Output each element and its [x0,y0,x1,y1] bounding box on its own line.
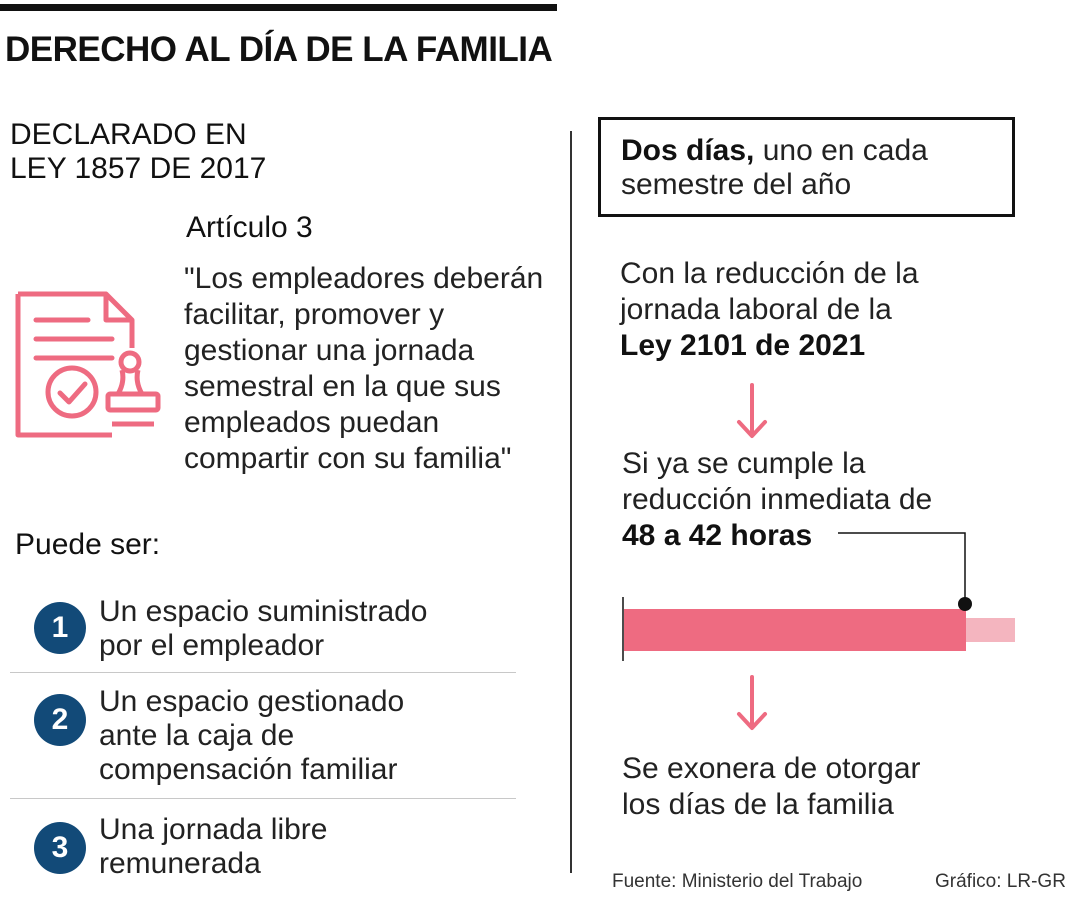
declaration-line-1: DECLARADO EN [10,118,247,151]
condition-line: Si ya se cumple la [622,447,866,480]
document-stamp-icon [14,290,164,440]
item-text [99,595,519,663]
highlight-bold: Dos días, [621,134,755,167]
item-line: ante la caja de [99,719,295,752]
highlight-rest: uno en cada [754,134,928,167]
declaration-line-2: LEY 1857 DE 2017 [10,152,267,185]
arrow-down-icon [735,382,769,440]
divider [10,672,516,673]
callout-leader-line [838,533,965,603]
condition-line: reducción inmediata de [622,483,933,516]
number-badge: 1 [34,602,86,654]
credit-note: Gráfico: LR-GR [935,871,1066,892]
item-text [99,685,519,787]
highlight-line-2: semestre del año [621,168,852,201]
number-badge: 3 [34,822,86,874]
exemption-line: Se exonera de otorgar [622,752,921,785]
reduction-line: Con la reducción de la [620,257,919,290]
list-item [10,592,516,672]
exemption-line: los días de la familia [622,788,894,821]
item-line: compensación familiar [99,753,398,786]
source-note: Fuente: Ministerio del Trabajo [612,871,863,892]
item-text [99,813,519,881]
law-declaration [10,118,266,186]
article-quote: "Los empleadores deberán facilitar, promover y gestionar una jornada semestral en la que sus empleados puedan compartir con su familia" [184,262,544,475]
highlight-text [621,134,1001,202]
reduction-line: jornada laboral de la [620,293,892,326]
item-line: por el empleador [99,629,325,662]
item-line: Un espacio suministrado [99,595,428,628]
top-rule [0,4,557,11]
item-line: Una jornada libre [99,813,328,846]
column-divider [570,131,572,873]
list-item [10,684,516,798]
divider [10,798,516,799]
options-heading: Puede ser: [15,528,161,561]
page-title: DERECHO AL DÍA DE LA FAMILIA [5,30,553,69]
exemption-text [622,751,921,823]
arrow-down-icon [735,674,769,732]
law-reference: Ley 2101 de 2021 [620,329,866,362]
highlight-box [598,117,1015,217]
hours-bar-chart [612,525,1032,665]
reduction-text [620,256,919,364]
item-line: remunerada [99,847,261,880]
callout-dot [958,597,972,611]
article-heading: Artículo 3 [186,211,313,244]
item-line: Un espacio gestionado [99,685,405,718]
number-badge: 2 [34,694,86,746]
hours-reduction: 48 a 42 horas [622,519,813,552]
list-item [10,810,516,890]
bar-reduced-hours [624,609,966,651]
